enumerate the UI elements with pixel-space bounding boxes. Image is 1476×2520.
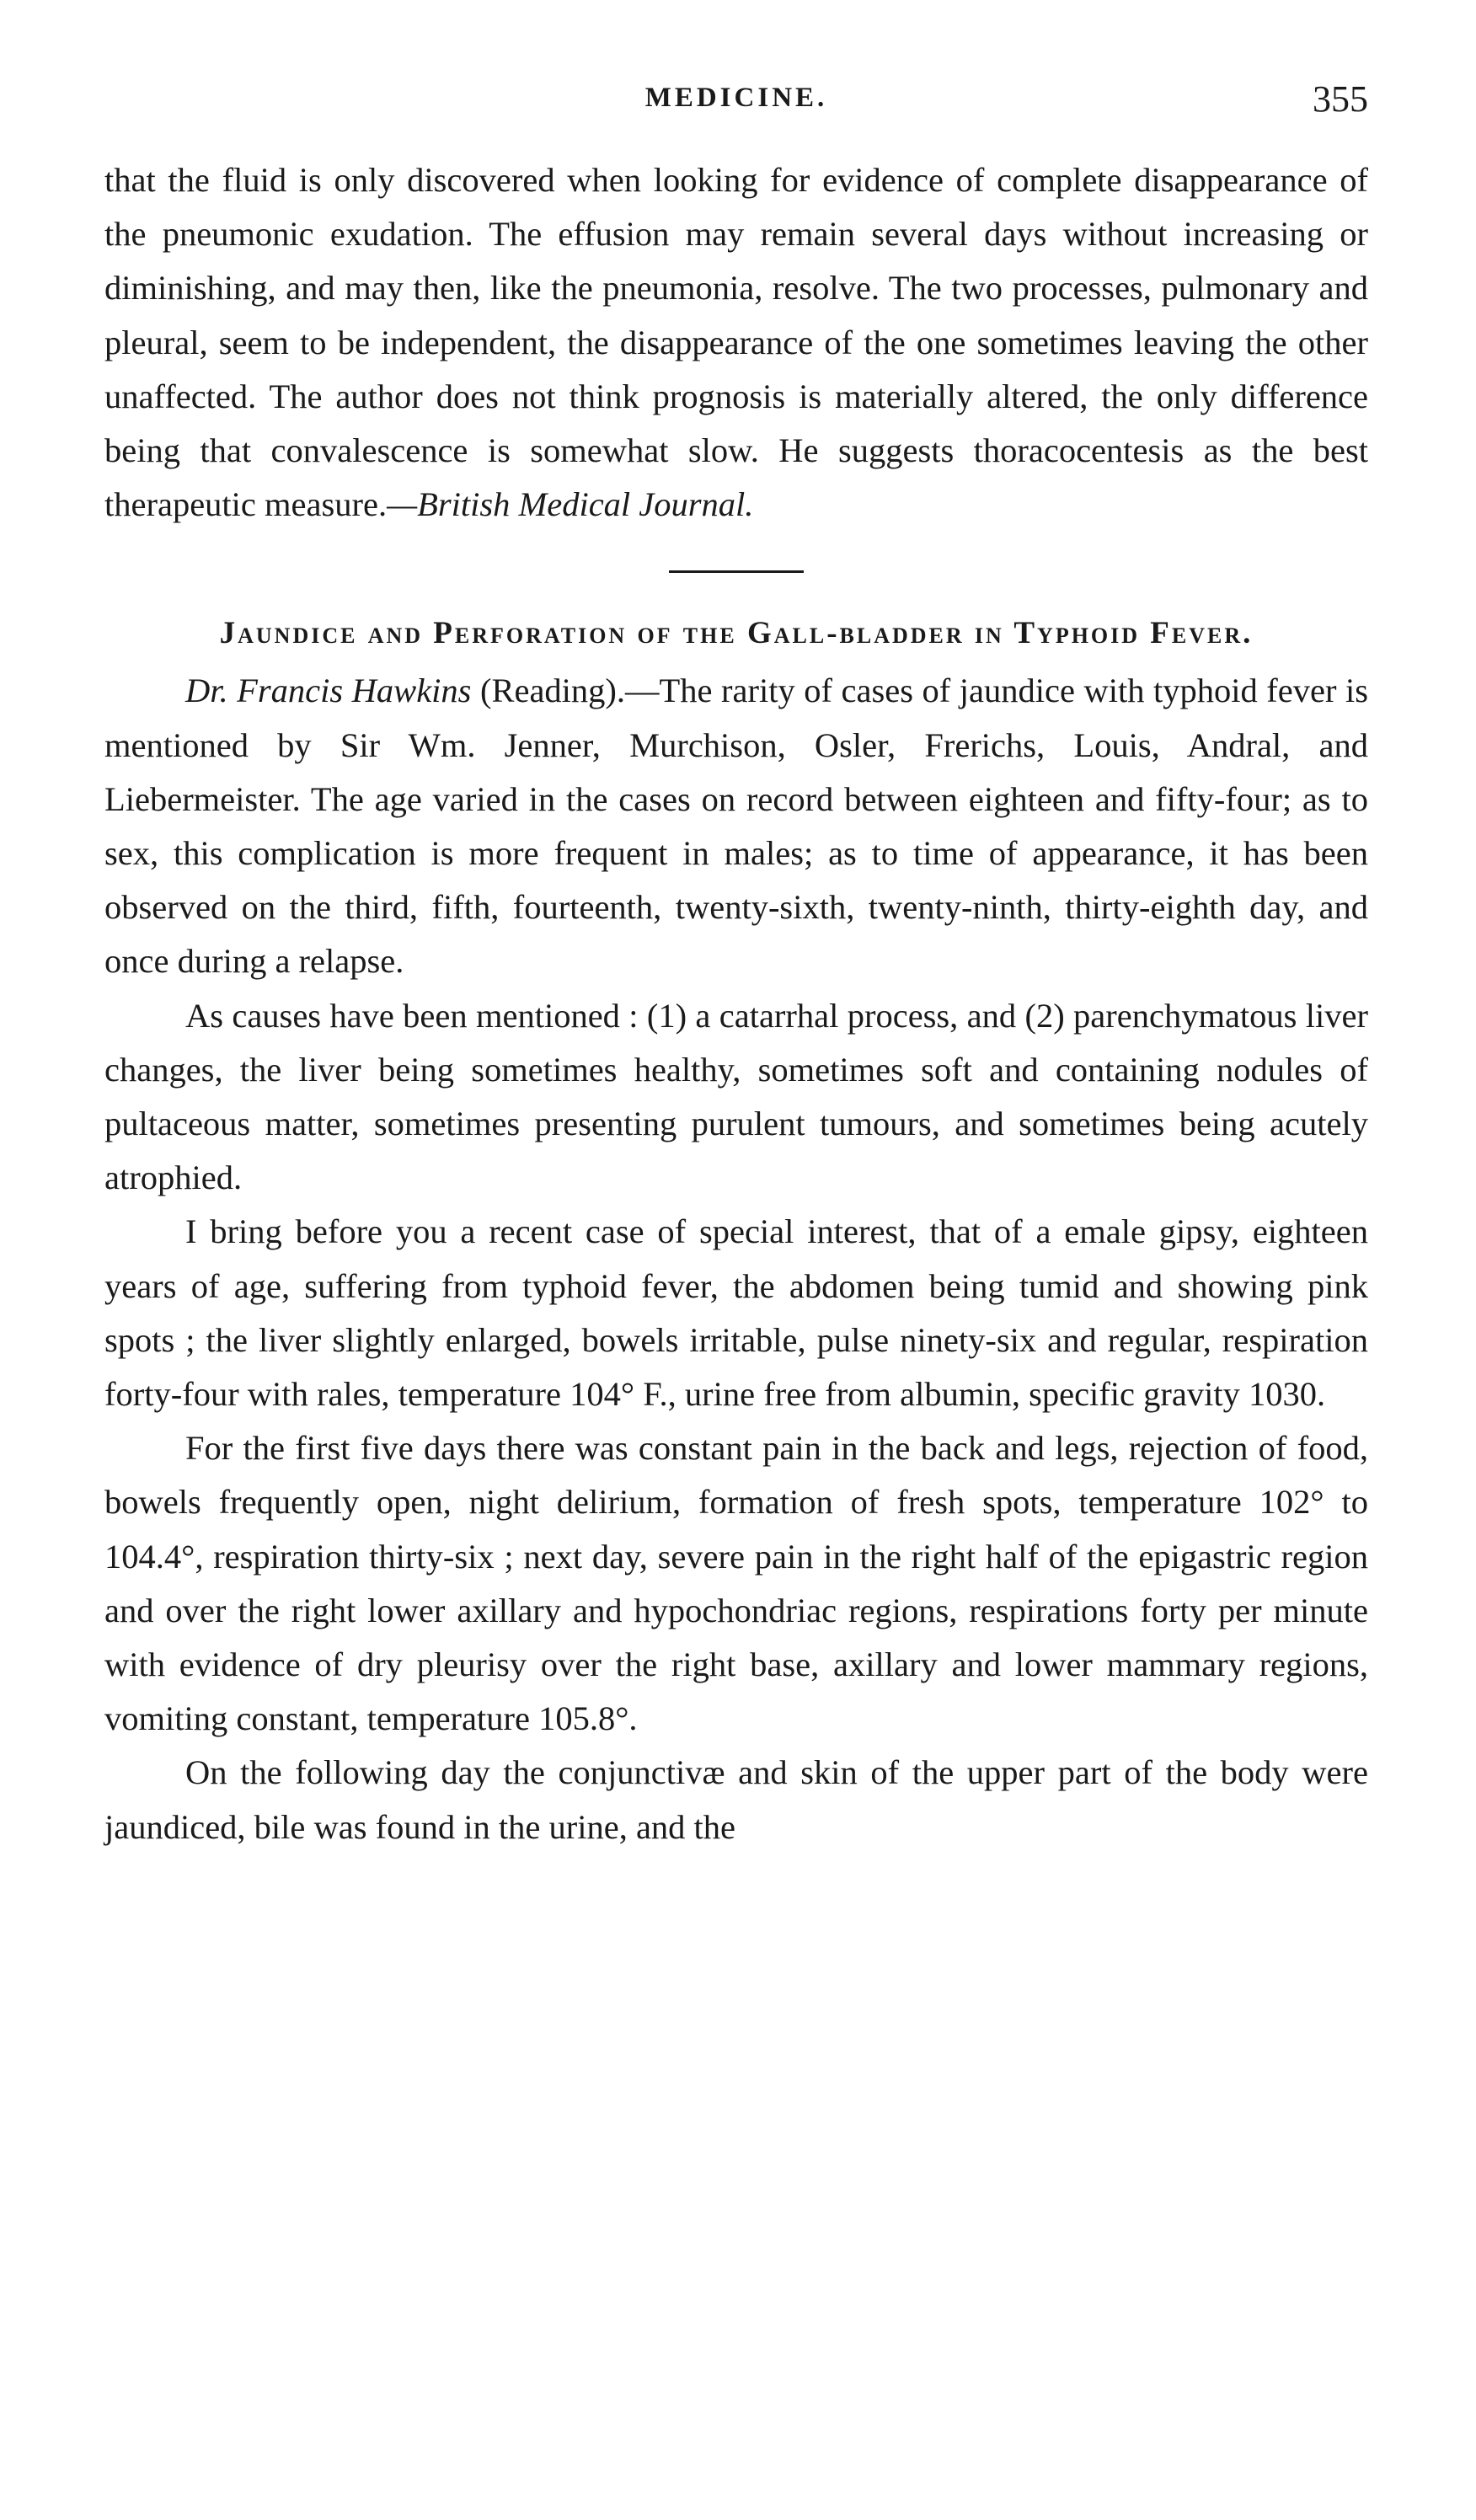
article-paragraph: I bring before you a recent case of special interest, that of a emale gipsy, eighteen years of age, suffering from typhoid fever, the abdomen being tumid and showing pink spots ; the liver slightly enlarged, bowels irritable, pulse ninety-six and regular, respiration forty-four with rales, temperature 104° F., urine free from albumin, specific gravity 1030.	[104, 1212, 1368, 1414]
continued-paragraph-text: that the fluid is only discovered when looking for evidence of complete disappearance of the pneumonic exudation. The effusion may remain several days without increasing or diminishing, and may then, like the pneumonia, resolve. The two processes, pulmonary and pleural, seem to be independent, the disappearance of the one sometimes leaving the other unaffected. The author does not think prognosis is materially altered, the only difference being that convalescence is somewhat slow. He suggests thoracocentesis as the best therapeutic measure.	[104, 161, 1368, 524]
author-name: Dr. Francis Hawkins	[185, 671, 472, 710]
author-location: (Reading).	[471, 671, 626, 710]
running-title: MEDICINE.	[644, 83, 828, 113]
continued-paragraph	[104, 153, 1368, 532]
article-paragraph	[104, 664, 1368, 988]
article-title: Jaundice and Perforation of the Gall-bladder in Typhoid Fever.	[219, 616, 1254, 651]
journal-citation: —British Medical Journal.	[387, 485, 754, 524]
article-paragraph: On the following day the conjunctivæ and skin of the upper part of the body were jaundiced, bile was found in the urine, and the	[104, 1753, 1368, 1846]
article-paragraph: As causes have been mentioned : (1) a catarrhal process, and (2) parenchymatous liver changes, the liver being sometimes healthy, sometimes soft and containing nodules of pultaceous matter, sometimes presenting purulent tumours, and sometimes being acutely atrophied.	[104, 996, 1368, 1197]
book-page	[104, 76, 1368, 1854]
article-paragraph: For the first five days there was constant pain in the back and legs, rejection of food, bowels frequently open, night delirium, formation of fresh spots, temperature 102° to 104.4°, respiration thirty-six ; next day, severe pain in the right half of the epigastric region and over the right lower axillary and hypochondriac regions, respirations forty per minute with evidence of dry pleurisy over the right base, axillary and lower mammary regions, vomiting constant, temperature 105.8°.	[104, 1429, 1368, 1738]
section-divider	[669, 570, 804, 573]
page-number: 355	[1313, 78, 1368, 120]
paragraph-text: —The rarity of cases of jaundice with typhoid fever is mentioned by Sir Wm. Jenner, Murchison, Osler, Frerichs, Louis, Andral, and Liebermeister. The age varied in the cases on record between eighteen and fifty-four; as to sex, this complication is more frequent in males; as to time of appearance, it has been observed on the third, fifth, fourteenth, twenty-sixth, twenty-ninth, thirty-eighth day, and once during a relapse.	[104, 671, 1368, 981]
running-head	[104, 76, 1368, 135]
